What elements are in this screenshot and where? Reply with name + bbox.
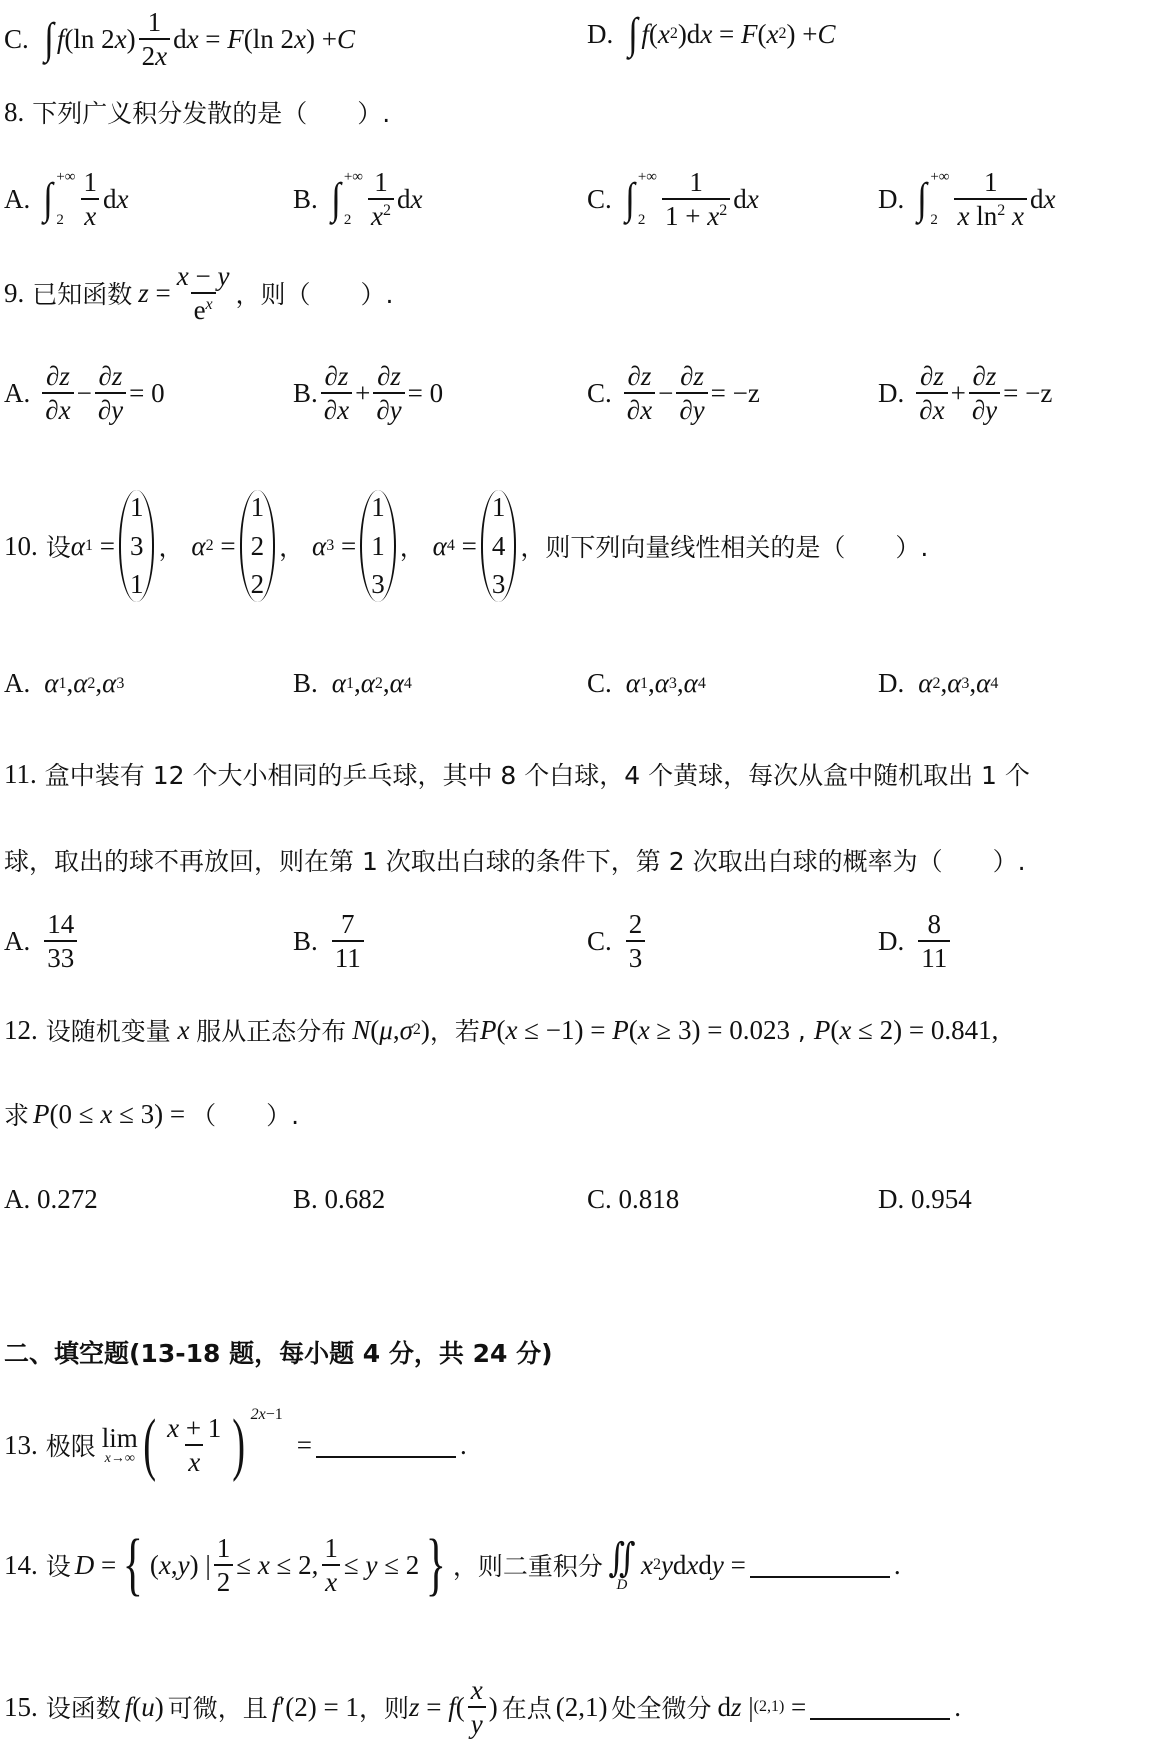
q12-option-b[interactable] bbox=[293, 1184, 385, 1215]
q12-option-d[interactable] bbox=[878, 1184, 972, 1215]
integral-sign: ∫ bbox=[43, 174, 54, 224]
q12-stem-line1: 12. 设随机变量 x 服从正态分布 N ( μ , σ 2 ) ，若 P ( x ≤ −1) = P ( x ≥ 3) = 0.023 , P ( x ≤ 2) = 0.841, bbox=[4, 1012, 998, 1048]
integral-sign: ∫ bbox=[917, 174, 928, 224]
question-text: 求 bbox=[4, 1101, 30, 1130]
integral-sign: ∫ bbox=[624, 174, 635, 224]
option-label: A. bbox=[4, 668, 31, 698]
q8-option-a[interactable]: A. ∫ +∞ 2 $\frac{1}{x}$ d x bbox=[4, 167, 129, 232]
question-text: ，若 bbox=[429, 1017, 480, 1046]
question-text: 盒中装有 12 个大小相同的乒乓球，其中 8 个白球，4 个黄球，每次从盒中随机取出 1 个 bbox=[44, 761, 1030, 790]
q11-stem-line1 bbox=[4, 756, 1030, 792]
q7-option-c: C. ∫ f (ln 2 x ) $\frac{1}{2x}$ d x = F (ln 2 x ) + C bbox=[4, 7, 355, 72]
q12-stem-line2: 求 P (0 ≤ x ≤ 3) = （ ）. bbox=[4, 1096, 299, 1132]
q8-stem bbox=[4, 94, 390, 130]
q10-option-c[interactable]: C. α 1 , α 3 , α 4 bbox=[587, 668, 706, 698]
answer-blank[interactable] bbox=[750, 1552, 890, 1578]
function-fraction: $\frac{x - y}{e^x}$ bbox=[176, 261, 230, 326]
q11-stem-line2 bbox=[4, 842, 1026, 878]
q11-option-b[interactable]: B. $\frac{7}{11}$ bbox=[293, 910, 367, 973]
q9-option-c[interactable]: C. $\frac{\partial z}{\partial x}$ − $\frac{\partial z}{\partial y}$ = −z bbox=[587, 361, 760, 426]
q15: 15. 设函数 f ( u ) 可微，且 f ′(2) = 1 ，则 z = f ( $\frac{x}{y}$ ) 在点 (2,1) 处全微分 d z | (2,1) = . bbox=[4, 1675, 962, 1739]
integral-sign: ∫ bbox=[43, 14, 54, 64]
option-label: C. bbox=[587, 1184, 612, 1214]
vector-alpha-3: 1 1 3 bbox=[360, 490, 396, 602]
q11-option-a[interactable]: A. $\frac{14}{33}$ bbox=[4, 910, 80, 973]
question-text: 已知函数 bbox=[32, 280, 133, 310]
option-value: 0.272 bbox=[37, 1184, 98, 1214]
integral-sign: ∫ bbox=[628, 9, 639, 58]
option-label: D. bbox=[878, 668, 905, 698]
q9-option-a[interactable]: A. $\frac{\partial z}{\partial x}$ − $\frac{\partial z}{\partial y}$ = 0 bbox=[4, 361, 165, 426]
option-value: 0.954 bbox=[911, 1184, 972, 1214]
q8-option-c[interactable]: C. ∫ +∞ 2 $\frac{1}{1 + x^2}$ d x bbox=[587, 167, 759, 232]
vector-alpha-1: 1 3 1 bbox=[119, 490, 155, 602]
option-label: D. bbox=[878, 377, 905, 408]
question-text: 设 bbox=[45, 1552, 71, 1581]
q10-option-d[interactable]: D. α 2 , α 3 , α 4 bbox=[878, 668, 999, 698]
option-label: C. bbox=[587, 377, 612, 408]
integral-sign: ∫ bbox=[330, 174, 341, 224]
option-label: C. bbox=[587, 925, 612, 956]
question-text: ，则下列向量线性相关的是（ ）. bbox=[520, 533, 929, 562]
q9-option-d[interactable]: D. $\frac{\partial z}{\partial x}$ + $\frac{\partial z}{\partial y}$ = −z bbox=[878, 361, 1053, 426]
q9-option-b[interactable]: B. $\frac{\partial z}{\partial x}$ + $\frac{\partial z}{\partial y}$ = 0 bbox=[293, 361, 444, 426]
question-number: 9. bbox=[4, 277, 25, 308]
q11-option-d[interactable]: D. $\frac{8}{11}$ bbox=[878, 910, 953, 973]
option-label: C. bbox=[587, 668, 612, 698]
option-label: D. bbox=[878, 183, 905, 214]
question-number: 12. bbox=[4, 1014, 38, 1045]
option-label: B. bbox=[293, 668, 318, 698]
option-label: C. bbox=[4, 23, 29, 54]
question-text: 设函数 bbox=[45, 1694, 121, 1724]
q11-option-c[interactable]: C. $\frac{2}{3}$ bbox=[587, 910, 648, 973]
q10-stem: 10. 设 α 1 = 1 3 1 ， α 2 = 1 2 2 ， α 3 = 1 1 3 ， α 4 = 1 4 3 ，则下列向量线性相关的是（ ）. bbox=[4, 490, 928, 602]
fraction: $\frac{1}{2x}$ bbox=[139, 8, 170, 71]
option-value: 0.818 bbox=[618, 1184, 680, 1214]
question-text: 在点 bbox=[501, 1694, 552, 1724]
q8-option-d[interactable]: D. ∫ +∞ 2 $\frac{1}{x \ln^2 x}$ d x bbox=[878, 167, 1056, 232]
question-text: 设 bbox=[45, 533, 71, 562]
q7-option-d: D. ∫ f ( x 2 )d x = F ( x 2 ) + C bbox=[587, 9, 836, 58]
vector-alpha-2: 1 2 2 bbox=[240, 490, 276, 602]
question-number: 14. bbox=[4, 1549, 38, 1580]
option-label: D. bbox=[878, 925, 905, 956]
q13: 13. 极限 lim x→∞ ( $\frac{x + 1}{x}$ ) 2x−1 = . bbox=[4, 1406, 467, 1483]
option-label: B. bbox=[293, 925, 318, 956]
section-heading bbox=[4, 1334, 553, 1370]
question-number: 10. bbox=[4, 530, 38, 561]
answer-blank[interactable] bbox=[810, 1694, 950, 1720]
question-text: ，则 bbox=[358, 1694, 409, 1724]
question-number: 15. bbox=[4, 1691, 38, 1722]
q12-option-a[interactable] bbox=[4, 1184, 98, 1215]
question-text: ，则二重积分 bbox=[452, 1552, 603, 1581]
question-number: 13. bbox=[4, 1429, 38, 1460]
q14: 14. 设 D = { ( x , y ) | $\frac{1}{2}$ ≤ x ≤ 2, $\frac{1}{x}$ ≤ y ≤ 2 } ，则二重积分 ∬ D x 2 y d x d y = . bbox=[4, 1526, 901, 1603]
question-text: 下列广义积分发散的是（ ）. bbox=[32, 99, 391, 128]
section-title: 二、填空题(13-18 题，每小题 4 分，共 24 分) bbox=[4, 1339, 553, 1368]
question-text: ，则（ ）. bbox=[235, 280, 394, 310]
option-label: C. bbox=[587, 183, 612, 214]
question-text: 处全微分 bbox=[611, 1694, 712, 1724]
option-label: A. bbox=[4, 1184, 31, 1214]
question-number: 8. bbox=[4, 96, 25, 127]
option-label: D. bbox=[587, 18, 614, 49]
option-label: B. bbox=[293, 377, 318, 408]
question-number: 11. bbox=[4, 758, 37, 789]
option-label: B. bbox=[293, 1184, 318, 1214]
q8-option-b[interactable]: B. ∫ +∞ 2 $\frac{1}{x^2}$ d x bbox=[293, 167, 423, 232]
option-label: A. bbox=[4, 925, 31, 956]
question-text: 可微，且 bbox=[167, 1694, 268, 1724]
question-text: 球，取出的球不再放回，则在第 1 次取出白球的条件下，第 2 次取出白球的概率为（ ）. bbox=[4, 847, 1026, 876]
question-text: （ ）. bbox=[191, 1101, 300, 1130]
q10-option-a[interactable]: A. α 1 , α 2 , α 3 bbox=[4, 668, 125, 698]
option-value: 0.682 bbox=[324, 1184, 386, 1214]
question-text: 设随机变量 bbox=[45, 1017, 171, 1046]
question-text: 极限 bbox=[45, 1432, 96, 1461]
option-label: A. bbox=[4, 377, 31, 408]
question-text: 服从正态分布 bbox=[196, 1017, 347, 1046]
vector-alpha-4: 1 4 3 bbox=[481, 490, 517, 602]
option-label: B. bbox=[293, 183, 318, 214]
option-label: A. bbox=[4, 183, 31, 214]
option-label: D. bbox=[878, 1184, 905, 1214]
answer-blank[interactable] bbox=[316, 1432, 456, 1458]
q9-stem: 9. 已知函数 z = $\frac{x - y}{e^x}$ ，则（ ）. bbox=[4, 261, 394, 326]
q10-option-b[interactable]: B. α 1 , α 2 , α 4 bbox=[293, 668, 412, 698]
q12-option-c[interactable] bbox=[587, 1184, 679, 1215]
